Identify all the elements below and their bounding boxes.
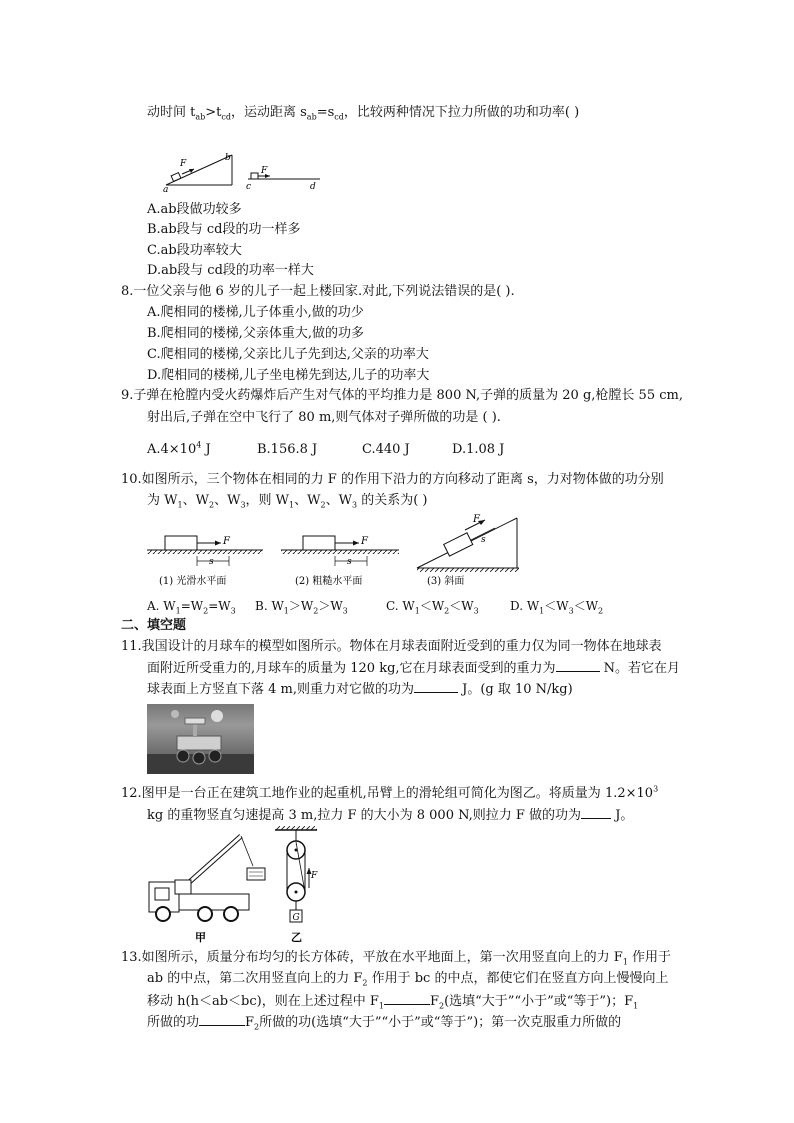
q13-line2: ab 的中点，第二次用竖直向上的力 $F_2$ 作用于 bc 的中点，都使它们在竖直方向上慢慢向上 <box>147 971 669 988</box>
q12-figure <box>145 826 330 944</box>
q7-option-a: A.ab段做功较多 <box>147 202 242 217</box>
q9-line2: 射出后,子弹在空中飞行了 80 m,则气体对子弹所做的功是 ( ). <box>147 410 501 425</box>
q10-line1: 10.如图所示，三个物体在相同的力 F 的作用下沿力的方向移动了距离 s，力对物体做的功分别 <box>121 472 664 487</box>
q10-caption-2: (2) 粗糙水平面 <box>295 576 363 587</box>
q7-a-label: a <box>163 185 169 193</box>
q12-fig-jia: 甲 <box>195 931 206 944</box>
q10-fig2-F: F <box>361 536 368 547</box>
q7-d-label: d <box>310 182 316 192</box>
q12-fig-G: G <box>292 913 300 923</box>
lunar-rover-icon <box>147 704 254 774</box>
section-heading: 二、填空题 <box>121 618 187 633</box>
q11-line2: 面附近所受重力的,月球车的质量为 120 kg,它在月球表面受到的重力为 N。若它在月 <box>147 661 681 676</box>
q8-option-c: C.爬相同的楼梯,父亲比儿子先到达,父亲的功率大 <box>147 347 429 362</box>
q10-figure <box>145 512 555 592</box>
lunar-rover-photo <box>147 704 254 774</box>
q12-fig-yi: 乙 <box>291 931 302 944</box>
q9-option-a: $A.4\times 10^4$ J <box>147 440 211 457</box>
q10-caption-1: (1) 光滑水平面 <box>159 576 227 587</box>
q9-option-c: C.440 J <box>362 442 410 457</box>
q7-option-b: B.ab段与 cd段的功一样多 <box>147 222 301 237</box>
q9-option-d: D.1.08 J <box>452 442 505 457</box>
q13-line4: 所做的功 $F_2$所做的功(选填“大于”“小于”或“等于”)；第一次克服重力所做的 <box>147 1015 622 1032</box>
q7-stem: 动时间 $t_{ab}>t_{cd}$，运动距离 $s_{ab}=s_{cd}$，比较两种情况下拉力所做的功和功率( ) <box>147 105 580 122</box>
q13-line3: 移动 h(h＜ab＜bc)，则在上述过程中 $F_1$ $F_2$(选填“大于”“小于”或“等于”)；$F_1$ <box>147 994 639 1011</box>
q13-line1: 13.如图所示，质量分布均匀的长方体砖，平放在水平地面上，第一次用竖直向上的力 $F_1$ 作用于 <box>121 950 672 967</box>
q10-option-c: C. $W_1<W_2<W_3$ <box>386 599 479 616</box>
q7-figure <box>158 147 328 193</box>
q9-option-b: B.156.8 J <box>257 442 318 457</box>
q10-fig1-F: F <box>223 536 230 547</box>
q10-fig2-s: s <box>347 557 352 567</box>
q7-option-c: C.ab段功率较大 <box>147 243 242 258</box>
q7-b-label: b <box>225 153 231 163</box>
q10-option-b: B. $W_1>W_2>W_3$ <box>255 599 348 616</box>
q8-option-b: B.爬相同的楼梯,父亲体重大,做的功多 <box>147 326 364 341</box>
q7-c-label: c <box>246 182 252 192</box>
q7-F1-label: F <box>180 159 187 169</box>
q7-option-d: D.ab段与 cd段的功率一样大 <box>147 263 314 278</box>
q12-line1: 12.图甲是一台正在建筑工地作业的起重机,吊臂上的滑轮组可简化为图乙。将质量为 $1.2\times 10^3$ <box>121 784 659 801</box>
q9-line1: 9.子弹在枪膛内受火药爆炸后产生对气体的平均推力是 800 N,子弹的质量为 20 g,枪膛长 55 cm, <box>121 388 683 403</box>
q11-line3: 球表面上方竖直下落 4 m,则重力对它做的功为 J。(g 取 10 N/kg) <box>147 682 573 697</box>
q10-fig1-s: s <box>209 557 214 567</box>
q10-fig3-F: F <box>473 514 480 525</box>
q8-stem: 8.一位父亲与他 6 岁的儿子一起上楼回家.对此,下列说法错误的是( ). <box>121 284 515 299</box>
q10-option-d: D. $W_1<W_3<W_2$ <box>510 599 604 616</box>
q11-line1: 11.我国设计的月球车的模型如图所示。物体在月球表面附近受到的重力仅为同一物体在地球表 <box>121 639 662 654</box>
q10-line2: 为 $W_1$、$W_2$、$W_3$，则 $W_1$、$W_2$、$W_3$ 的关系为( ) <box>147 493 428 510</box>
q12-fig-F: F <box>311 871 318 881</box>
q10-fig3-s: s <box>481 535 486 545</box>
q10-option-a: A. $W_1=W_2=W_3$ <box>147 599 236 616</box>
q10-caption-3: (3) 斜面 <box>427 576 465 587</box>
q12-line2: kg 的重物竖直匀速提高 3 m,拉力 F 的大小为 8 000 N,则拉力 F 做的功为 J。 <box>147 808 634 823</box>
q7-F2-label: F <box>261 166 268 176</box>
q8-option-a: A.爬相同的楼梯,儿子体重小,做的功少 <box>147 305 364 320</box>
q8-option-d: D.爬相同的楼梯,儿子坐电梯先到达,儿子的功率大 <box>147 368 430 383</box>
